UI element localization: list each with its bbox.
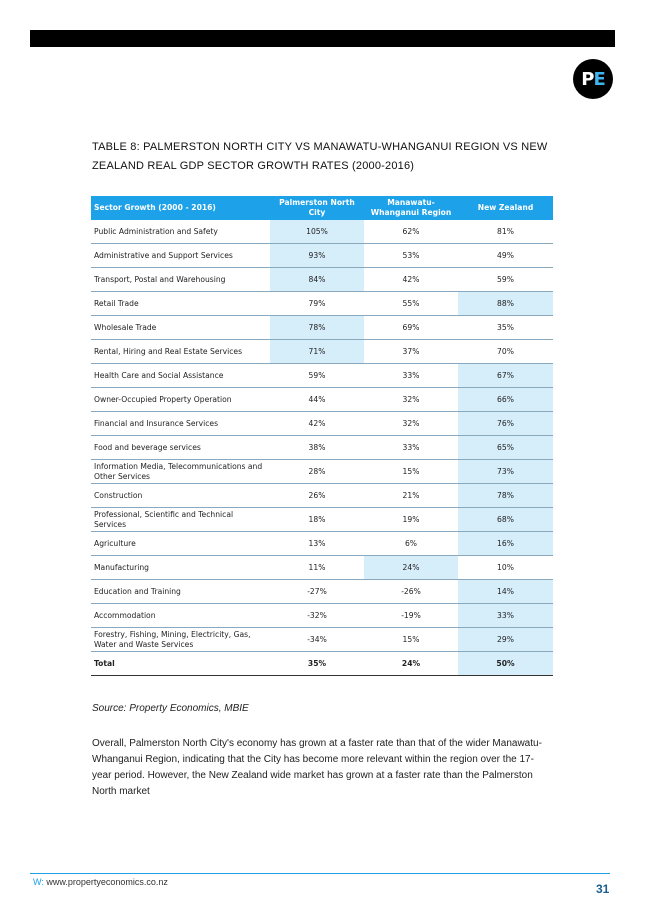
table-row bbox=[91, 556, 553, 580]
table-title: TABLE 8: PALMERSTON NORTH CITY VS MANAWATU-WHANGANUI REGION VS NEW ZEALAND REAL GDP SECTOR GROWTH RATES (2000-2016) bbox=[92, 141, 548, 172]
new-zealand-cell: 88% bbox=[458, 292, 553, 316]
palmerston-north-cell: 26% bbox=[270, 484, 364, 508]
manawatu-whanganui-cell: 62% bbox=[364, 220, 458, 244]
page-number: 31 bbox=[596, 882, 610, 896]
table-row bbox=[91, 628, 553, 652]
new-zealand-cell: 65% bbox=[458, 436, 553, 460]
manawatu-whanganui-cell: 24% bbox=[364, 556, 458, 580]
footer-divider bbox=[30, 873, 610, 874]
table-body bbox=[91, 220, 553, 676]
palmerston-north-cell: 11% bbox=[270, 556, 364, 580]
palmerston-north-cell: 84% bbox=[270, 268, 364, 292]
new-zealand-cell: 59% bbox=[458, 268, 553, 292]
sector-cell: Agriculture bbox=[91, 532, 270, 556]
manawatu-whanganui-cell: 37% bbox=[364, 340, 458, 364]
table-row bbox=[91, 604, 553, 628]
manawatu-whanganui-cell: -19% bbox=[364, 604, 458, 628]
sector-cell: Rental, Hiring and Real Estate Services bbox=[91, 340, 270, 364]
palmerston-north-cell: -32% bbox=[270, 604, 364, 628]
table-row bbox=[91, 220, 553, 244]
palmerston-north-cell: -27% bbox=[270, 580, 364, 604]
logo-letter-p: P bbox=[581, 68, 594, 90]
table-row bbox=[91, 364, 553, 388]
manawatu-whanganui-cell: 42% bbox=[364, 268, 458, 292]
manawatu-whanganui-cell: 33% bbox=[364, 436, 458, 460]
manawatu-whanganui-cell: 21% bbox=[364, 484, 458, 508]
table-row bbox=[91, 436, 553, 460]
manawatu-whanganui-cell: 32% bbox=[364, 412, 458, 436]
palmerston-north-cell: 42% bbox=[270, 412, 364, 436]
new-zealand-cell: 66% bbox=[458, 388, 553, 412]
new-zealand-cell: 67% bbox=[458, 364, 553, 388]
manawatu-whanganui-cell: 69% bbox=[364, 316, 458, 340]
manawatu-whanganui-cell: 32% bbox=[364, 388, 458, 412]
new-zealand-cell: 73% bbox=[458, 460, 553, 484]
footer-w-label: W: bbox=[33, 877, 44, 887]
table-row bbox=[91, 580, 553, 604]
sector-cell: Manufacturing bbox=[91, 556, 270, 580]
manawatu-whanganui-cell: 33% bbox=[364, 364, 458, 388]
palmerston-north-cell: -34% bbox=[270, 628, 364, 652]
sector-cell: Food and beverage services bbox=[91, 436, 270, 460]
table-row bbox=[91, 340, 553, 364]
table-row bbox=[91, 532, 553, 556]
header-palmerston-north: Palmerston North City bbox=[270, 196, 364, 220]
sector-cell: Information Media, Telecommunications and Other Services bbox=[91, 460, 270, 484]
sector-cell: Transport, Postal and Warehousing bbox=[91, 268, 270, 292]
sector-cell: Administrative and Support Services bbox=[91, 244, 270, 268]
table-row bbox=[91, 268, 553, 292]
table-row bbox=[91, 292, 553, 316]
palmerston-north-cell: 13% bbox=[270, 532, 364, 556]
table-row bbox=[91, 508, 553, 532]
source-note: Source: Property Economics, MBIE bbox=[92, 703, 249, 714]
footer-url[interactable]: www.propertyeconomics.co.nz bbox=[46, 877, 168, 887]
palmerston-north-cell: 79% bbox=[270, 292, 364, 316]
sector-cell: Professional, Scientific and Technical Services bbox=[91, 508, 270, 532]
sector-cell: Wholesale Trade bbox=[91, 316, 270, 340]
top-bar bbox=[30, 30, 615, 47]
table-row bbox=[91, 484, 553, 508]
new-zealand-cell: 14% bbox=[458, 580, 553, 604]
gdp-growth-table bbox=[91, 196, 553, 676]
manawatu-whanganui-cell: 15% bbox=[364, 460, 458, 484]
total-row bbox=[91, 652, 553, 676]
sector-cell: Forestry, Fishing, Mining, Electricity, Gas, Water and Waste Services bbox=[91, 628, 270, 652]
brand-logo bbox=[573, 59, 613, 99]
palmerston-north-cell: 105% bbox=[270, 220, 364, 244]
new-zealand-cell: 68% bbox=[458, 508, 553, 532]
palmerston-north-cell: 44% bbox=[270, 388, 364, 412]
palmerston-north-cell: 18% bbox=[270, 508, 364, 532]
palmerston-north-cell: 78% bbox=[270, 316, 364, 340]
sector-cell: Total bbox=[91, 652, 270, 676]
header-manawatu-whanganui: Manawatu-Whanganui Region bbox=[364, 196, 458, 220]
palmerston-north-cell: 59% bbox=[270, 364, 364, 388]
manawatu-whanganui-cell: 24% bbox=[364, 652, 458, 676]
table-row bbox=[91, 316, 553, 340]
new-zealand-cell: 29% bbox=[458, 628, 553, 652]
logo-letter-e: E bbox=[593, 68, 605, 90]
sector-cell: Health Care and Social Assistance bbox=[91, 364, 270, 388]
new-zealand-cell: 50% bbox=[458, 652, 553, 676]
manawatu-whanganui-cell: 6% bbox=[364, 532, 458, 556]
sector-cell: Public Administration and Safety bbox=[91, 220, 270, 244]
sector-cell: Owner-Occupied Property Operation bbox=[91, 388, 270, 412]
table-row bbox=[91, 412, 553, 436]
new-zealand-cell: 78% bbox=[458, 484, 553, 508]
palmerston-north-cell: 35% bbox=[270, 652, 364, 676]
new-zealand-cell: 10% bbox=[458, 556, 553, 580]
palmerston-north-cell: 28% bbox=[270, 460, 364, 484]
sector-cell: Financial and Insurance Services bbox=[91, 412, 270, 436]
palmerston-north-cell: 38% bbox=[270, 436, 364, 460]
new-zealand-cell: 76% bbox=[458, 412, 553, 436]
sector-cell: Construction bbox=[91, 484, 270, 508]
new-zealand-cell: 81% bbox=[458, 220, 553, 244]
new-zealand-cell: 70% bbox=[458, 340, 553, 364]
header-new-zealand: New Zealand bbox=[458, 196, 553, 220]
manawatu-whanganui-cell: 19% bbox=[364, 508, 458, 532]
footer-website[interactable] bbox=[33, 877, 168, 887]
table-row bbox=[91, 388, 553, 412]
new-zealand-cell: 33% bbox=[458, 604, 553, 628]
table-row bbox=[91, 460, 553, 484]
new-zealand-cell: 49% bbox=[458, 244, 553, 268]
table-header-row bbox=[91, 196, 553, 220]
header-sector: Sector Growth (2000 - 2016) bbox=[91, 196, 270, 220]
sector-cell: Education and Training bbox=[91, 580, 270, 604]
manawatu-whanganui-cell: 15% bbox=[364, 628, 458, 652]
manawatu-whanganui-cell: 55% bbox=[364, 292, 458, 316]
manawatu-whanganui-cell: -26% bbox=[364, 580, 458, 604]
body-paragraph: Overall, Palmerston North City's economy has grown at a faster rate than that of the wider Manawatu-Whanganui Region, indicating that the City has become more relevant within the region over the 17-year period. However, the New Zealand wide market has grown at a faster rate than the Palmerston North market bbox=[92, 738, 542, 797]
sector-cell: Retail Trade bbox=[91, 292, 270, 316]
table-row bbox=[91, 244, 553, 268]
palmerston-north-cell: 93% bbox=[270, 244, 364, 268]
palmerston-north-cell: 71% bbox=[270, 340, 364, 364]
manawatu-whanganui-cell: 53% bbox=[364, 244, 458, 268]
new-zealand-cell: 35% bbox=[458, 316, 553, 340]
sector-cell: Accommodation bbox=[91, 604, 270, 628]
new-zealand-cell: 16% bbox=[458, 532, 553, 556]
